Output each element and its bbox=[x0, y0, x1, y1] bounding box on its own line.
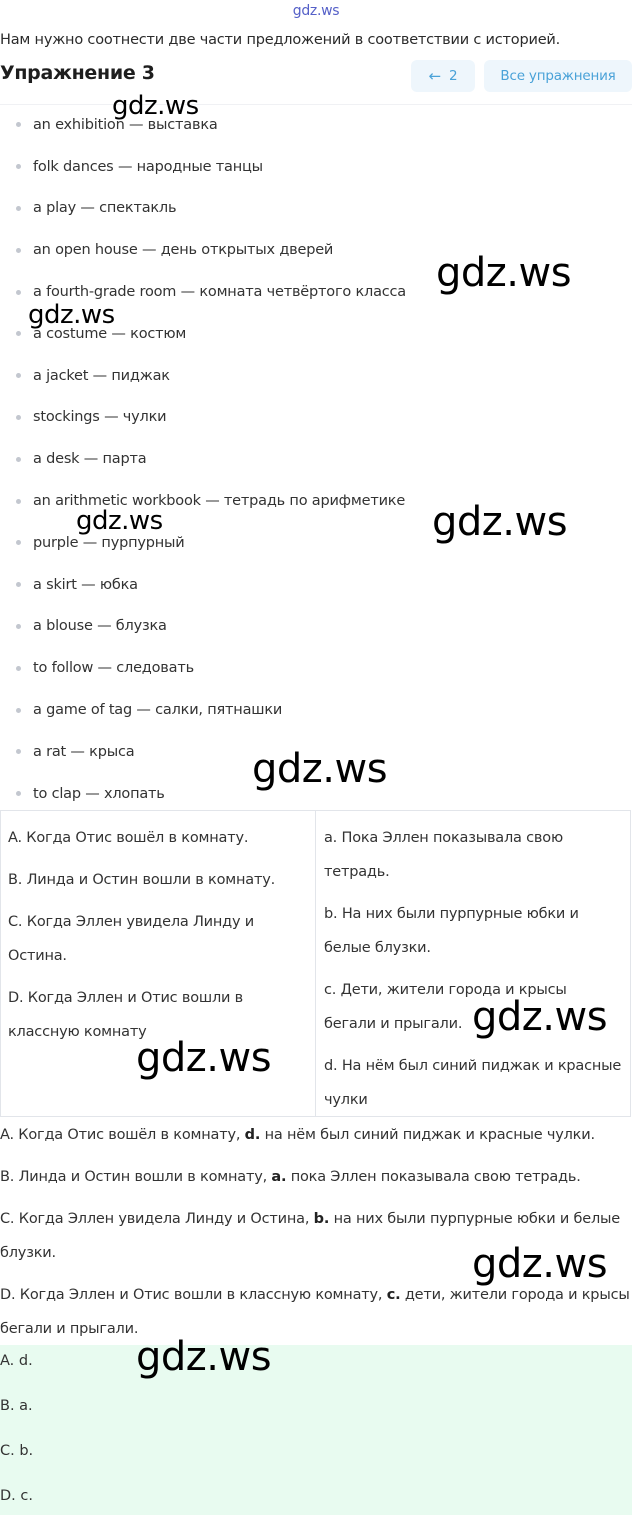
bullet-icon bbox=[16, 499, 21, 504]
answer-first: D. Когда Эллен и Отис вошли в классную комнату, bbox=[0, 1287, 387, 1303]
list-item bbox=[0, 606, 632, 648]
bullet-icon bbox=[16, 666, 21, 671]
list-item bbox=[0, 188, 632, 230]
answer-key-item: D. c. bbox=[0, 1488, 33, 1504]
vocab-list bbox=[0, 104, 632, 815]
vocab-text: a play — спектакль bbox=[33, 200, 177, 217]
bullet-icon bbox=[16, 331, 21, 336]
vocab-text: an exhibition — выставка bbox=[33, 116, 218, 133]
vocab-text: to follow — следовать bbox=[33, 660, 194, 677]
watermark: gdz.ws bbox=[472, 994, 608, 1040]
site-link[interactable]: gdz.ws bbox=[292, 3, 340, 19]
bullet-icon bbox=[16, 624, 21, 629]
sentence-start: D. Когда Эллен и Отис вошли в классную комнату bbox=[8, 990, 243, 1040]
answer-sentence bbox=[0, 1118, 632, 1152]
bullet-icon bbox=[16, 373, 21, 378]
watermark: gdz.ws bbox=[472, 1241, 608, 1287]
matching-column-right bbox=[316, 811, 630, 1116]
exercise-header bbox=[0, 56, 632, 105]
list-item bbox=[0, 564, 632, 606]
sentence-end: d. На нём был синий пиджак и красные чулки bbox=[324, 1058, 622, 1108]
answer-letter: d. bbox=[244, 1127, 261, 1143]
answer-letter: b. bbox=[313, 1211, 330, 1227]
vocab-text: purple — пурпурный bbox=[33, 534, 185, 551]
answer-sentences bbox=[0, 1118, 632, 1354]
bullet-icon bbox=[16, 749, 21, 754]
sentence-end: c. Дети, жители города и крысы бегали и прыгали. bbox=[324, 982, 567, 1032]
answer-key-item: A. d. bbox=[0, 1353, 33, 1369]
vocab-text: a desk — парта bbox=[33, 451, 147, 468]
bullet-icon bbox=[16, 791, 21, 796]
vocab-text: a jacket — пиджак bbox=[33, 367, 170, 384]
answer-rest: дети, жители города и крысы бегали и прыгали. bbox=[0, 1287, 630, 1337]
arrow-left-icon: ← bbox=[428, 66, 441, 85]
vocab-text: an arithmetic workbook — тетрадь по арифметике bbox=[33, 493, 406, 510]
watermark: gdz.ws bbox=[252, 746, 388, 792]
list-item bbox=[0, 104, 632, 146]
vocab-text: a costume — костюм bbox=[33, 325, 187, 342]
watermark: gdz.ws bbox=[436, 250, 572, 296]
watermark: gdz.ws bbox=[136, 1334, 272, 1380]
bullet-icon bbox=[16, 540, 21, 545]
vocab-text: a skirt — юбка bbox=[33, 576, 138, 593]
vocab-text: an open house — день открытых дверей bbox=[33, 242, 334, 259]
answer-rest: пока Эллен показывала свою тетрадь. bbox=[286, 1169, 581, 1185]
bullet-icon bbox=[16, 415, 21, 420]
intro-text: Нам нужно соотнести две части предложений в соответствии с историей. bbox=[0, 32, 561, 48]
answer-key-item: B. a. bbox=[0, 1398, 33, 1414]
vocab-text: stockings — чулки bbox=[33, 409, 167, 426]
watermark: gdz.ws bbox=[432, 499, 568, 545]
vocab-text: to clap — хлопать bbox=[33, 785, 165, 802]
answer-rest: на них были пурпурные юбки и белые блузки. bbox=[0, 1211, 621, 1261]
list-item bbox=[0, 689, 632, 731]
sentence-end: a. Пока Эллен показывала свою тетрадь. bbox=[324, 830, 563, 880]
list-item bbox=[0, 146, 632, 188]
vocab-text: a fourth-grade room — комната четвёртого класса bbox=[33, 284, 406, 301]
all-exercises-button[interactable]: Все упражнения bbox=[484, 60, 632, 92]
answer-rest: на нём был синий пиджак и красные чулки. bbox=[260, 1127, 595, 1143]
prev-exercise-button[interactable] bbox=[411, 60, 475, 92]
exercise-title: Упражнение 3 bbox=[0, 62, 155, 84]
bullet-icon bbox=[16, 248, 21, 253]
bullet-icon bbox=[16, 206, 21, 211]
bullet-icon bbox=[16, 708, 21, 713]
vocab-text: a blouse — блузка bbox=[33, 618, 167, 635]
answer-key-item: C. b. bbox=[0, 1443, 34, 1459]
answer-first: A. Когда Отис вошёл в комнату, bbox=[0, 1127, 245, 1143]
watermark: gdz.ws bbox=[76, 506, 163, 536]
matching-table bbox=[0, 810, 631, 1117]
answer-sentence bbox=[0, 1278, 632, 1346]
sentence-start: A. Когда Отис вошёл в комнату. bbox=[8, 830, 249, 846]
answer-first: B. Линда и Остин вошли в комнату, bbox=[0, 1169, 272, 1185]
bullet-icon bbox=[16, 122, 21, 127]
list-item bbox=[0, 397, 632, 439]
bullet-icon bbox=[16, 582, 21, 587]
answer-sentence bbox=[0, 1160, 632, 1194]
answer-letter: a. bbox=[271, 1169, 287, 1185]
list-item bbox=[0, 355, 632, 397]
answer-first: C. Когда Эллен увидела Линду и Остина, bbox=[0, 1211, 314, 1227]
watermark: gdz.ws bbox=[136, 1035, 272, 1081]
watermark: gdz.ws bbox=[28, 300, 115, 330]
sentence-start: C. Когда Эллен увидела Линду и Остина. bbox=[8, 914, 255, 964]
vocab-text: a game of tag — салки, пятнашки bbox=[33, 702, 283, 719]
vocab-text: folk dances — народные танцы bbox=[33, 158, 263, 175]
answer-letter: c. bbox=[386, 1287, 401, 1303]
prev-exercise-label: 2 bbox=[448, 68, 458, 84]
list-item bbox=[0, 438, 632, 480]
answer-key-block bbox=[0, 1345, 632, 1515]
vocab-text: a rat — крыса bbox=[33, 743, 135, 760]
bullet-icon bbox=[16, 164, 21, 169]
bullet-icon bbox=[16, 457, 21, 462]
bullet-icon bbox=[16, 290, 21, 295]
list-item bbox=[0, 647, 632, 689]
sentence-start: B. Линда и Остин вошли в комнату. bbox=[8, 872, 275, 888]
watermark: gdz.ws bbox=[112, 91, 199, 121]
sentence-end: b. На них были пурпурные юбки и белые блузки. bbox=[324, 906, 579, 956]
